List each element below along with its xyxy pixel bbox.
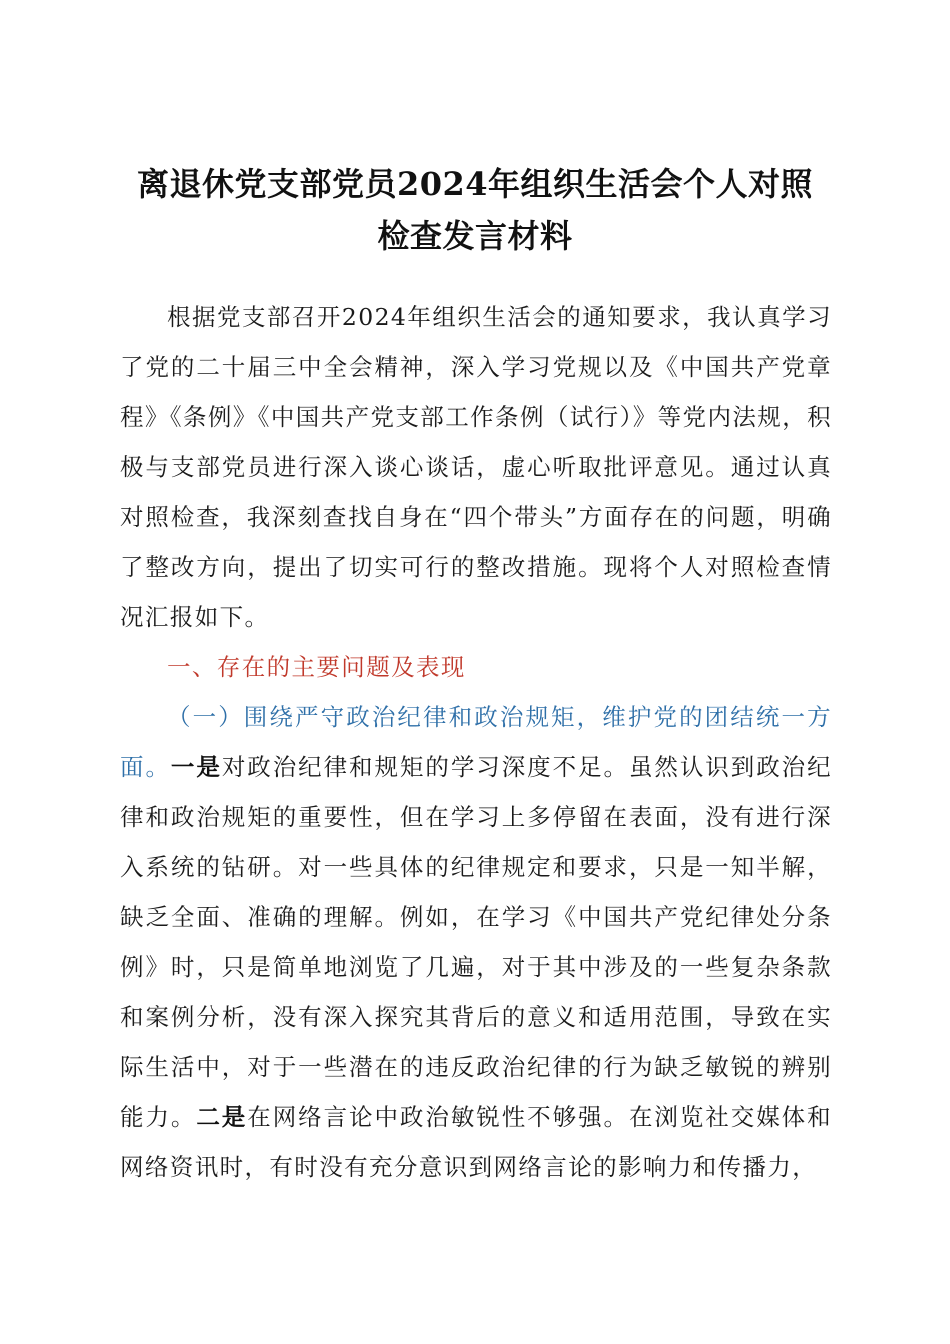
- section-heading-1: 一、存在的主要问题及表现: [167, 653, 466, 681]
- intro-paragraph: 根据党支部召开2024年组织生活会的通知要求，我认真学习了党的二十届三中全会精神，深入学习党规以及《中国共产党章程》《条例》《中国共产党支部工作条例（试行）》等党内法规，积极与支部党员进行深入谈心谈话，虚心听取批评意见。通过认真对照检查，我深刻查找自身在“四个带头”方面存在的问题，明确了整改方向，提出了切实可行的整改措施。现将个人对照检查情况汇报如下。: [120, 303, 832, 631]
- paragraph-text-2: 在网络言论中政治敏锐性不够强。在浏览社交媒体和网络资讯时，有时没有充分意识到网络言论的影响力和传播力，: [120, 1103, 832, 1181]
- body-paragraph-1: [120, 692, 832, 1192]
- title-line-1: 离退休党支部党员2024年组织生活会个人对照: [136, 165, 814, 203]
- lead-marker-2: 二是: [196, 1103, 248, 1131]
- paragraph-text-1: 对政治纪律和规矩的学习深度不足。虽然认识到政治纪律和政治规矩的重要性，但在学习上多停留在表面，没有进行深入系统的钻研。对一些具体的纪律规定和要求，只是一知半解，缺乏全面、准确的理解。例如，在学习《中国共产党纪律处分条例》时，只是简单地浏览了几遍，对于其中涉及的一些复杂条款和案例分析，没有深入探究其背后的意义和适用范围，导致在实际生活中，对于一些潜在的违反政治纪律的行为缺乏敏锐的辨别能力。: [120, 753, 832, 1131]
- sub-heading-1: （一）围绕严守政治纪律和政治规矩，维护党的团结统一方面。: [120, 703, 832, 781]
- lead-marker-1: 一是: [170, 753, 222, 781]
- title-line-2: 检查发言材料: [377, 217, 573, 255]
- document-body: [120, 292, 832, 1192]
- document-title: [110, 158, 840, 262]
